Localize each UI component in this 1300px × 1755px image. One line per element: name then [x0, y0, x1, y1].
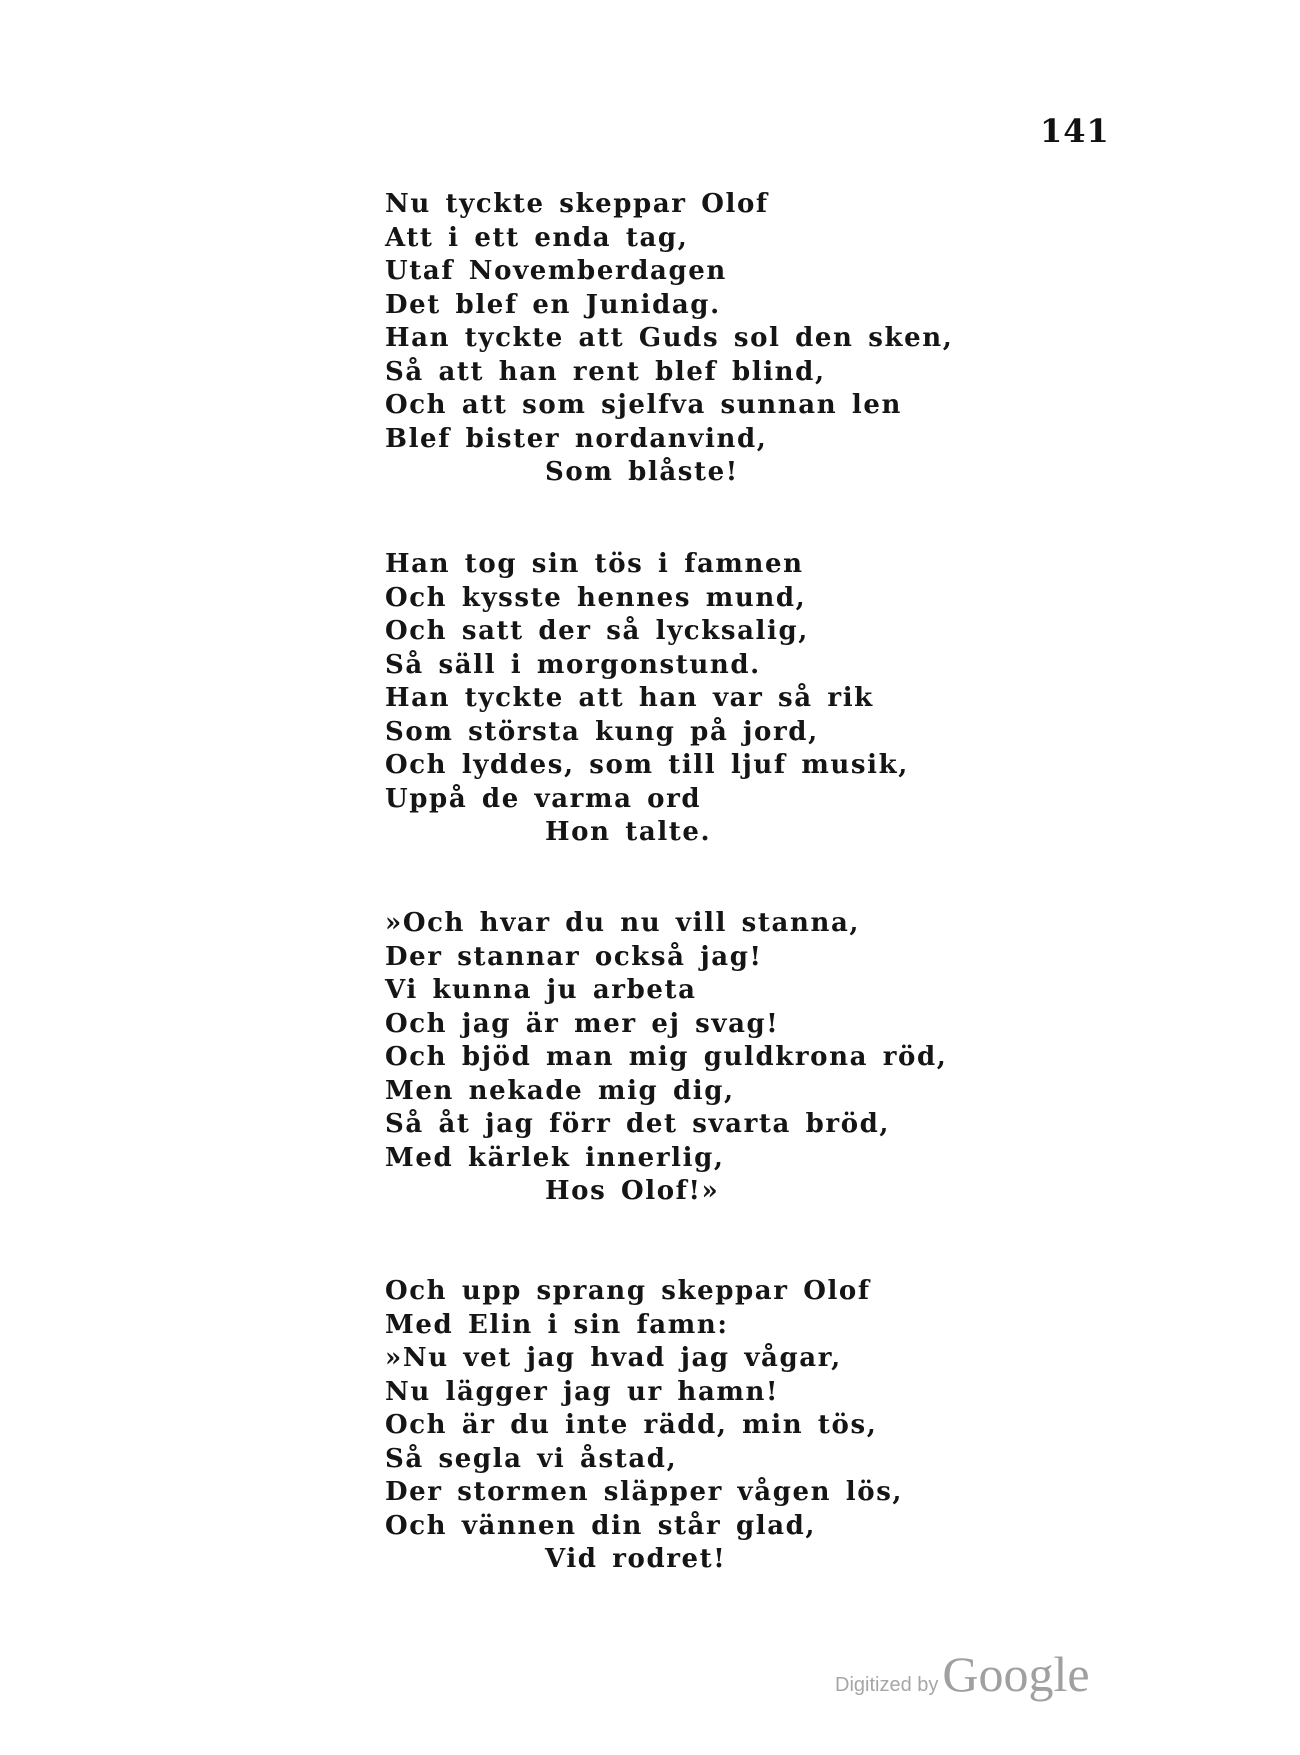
- refrain-line: Hos Olof!»: [545, 1176, 720, 1206]
- stanza-1: [385, 188, 954, 490]
- verse-line: Utaf Novemberdagen: [385, 256, 727, 286]
- verse-line: Och jag är mer ej svag!: [385, 1008, 780, 1039]
- verse-line: Det blef en Junidag.: [385, 289, 721, 320]
- verse-line: Med kärlek innerlig,: [385, 1142, 725, 1173]
- verse-line: Nu tyckte skeppar Olof: [385, 189, 769, 219]
- verse-line: Nu lägger jag ur hamn!: [385, 1376, 780, 1407]
- verse-line: Han tog sin tös i famnen: [385, 549, 804, 579]
- verse-line: Och kysste hennes mund,: [385, 582, 807, 613]
- verse-line: Så säll i morgonstund.: [385, 649, 761, 680]
- verse-line: Han tyckte att Guds sol den sken,: [385, 323, 954, 353]
- verse-line: Och vännen din står glad,: [385, 1510, 817, 1541]
- verse-line: Att i ett enda tag,: [385, 222, 689, 253]
- verse-line: Uppå de varma ord: [385, 783, 702, 814]
- verse-line: Han tyckte att han var så rik: [385, 683, 874, 713]
- verse-line: Och bjöd man mig guldkrona röd,: [385, 1042, 948, 1072]
- verse-line: »Nu vet jag hvad jag vågar,: [385, 1343, 842, 1373]
- stanza-4: [385, 1275, 945, 1577]
- stanza-3: [385, 907, 948, 1209]
- refrain-line: Vid rodret!: [545, 1544, 727, 1574]
- verse-line: Vi kunna ju arbeta: [385, 975, 697, 1005]
- watermark-prefix: Digitized by: [835, 1674, 939, 1696]
- digitized-by-google-watermark: [835, 1645, 1090, 1703]
- verse-line: Så åt jag förr det svarta bröd,: [385, 1109, 891, 1139]
- verse-line: Der stannar också jag!: [385, 941, 763, 972]
- verse-line: Som största kung på jord,: [385, 716, 819, 747]
- stanza-2: [385, 548, 945, 850]
- verse-line: Der stormen släpper vågen lös,: [385, 1477, 904, 1507]
- refrain-line: Som blåste!: [545, 457, 739, 487]
- verse-line: Och upp sprang skeppar Olof: [385, 1276, 871, 1306]
- verse-line: Och lyddes, som till ljuf musik,: [385, 750, 909, 780]
- verse-line: Med Elin i sin famn:: [385, 1309, 729, 1340]
- google-logo: Google: [942, 1646, 1090, 1702]
- verse-line: Och satt der så lycksalig,: [385, 616, 809, 646]
- verse-line: Och är du inte rädd, min tös,: [385, 1410, 878, 1440]
- verse-line: Men nekade mig dig,: [385, 1075, 735, 1106]
- verse-line: Så att han rent blef blind,: [385, 356, 826, 387]
- refrain-line: Hon talte.: [545, 817, 712, 847]
- verse-line: »Och hvar du nu vill stanna,: [385, 908, 861, 938]
- verse-line: Och att som sjelfva sunnan len: [385, 390, 903, 420]
- verse-line: Blef bister nordanvind,: [385, 423, 768, 454]
- verse-line: Så segla vi åstad,: [385, 1443, 678, 1474]
- page-number: 141: [1040, 112, 1110, 150]
